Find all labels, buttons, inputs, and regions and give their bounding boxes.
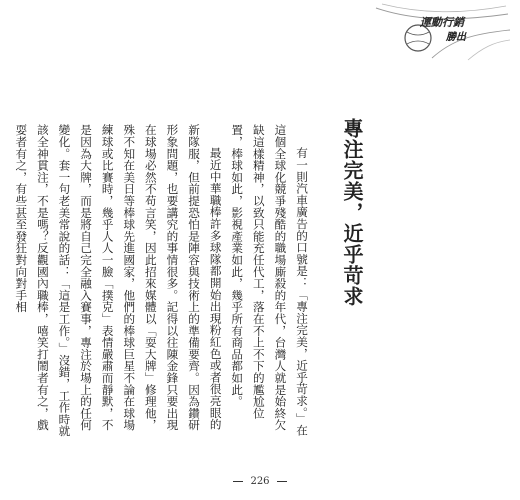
page-number: 226 <box>250 476 270 487</box>
page-footer <box>0 476 520 487</box>
paragraph: 最近中華職棒許多球隊都開始出現粉紅色或者很亮眼的新隊服，但前提恐怕是陣容與技術上的準備要齊。因為鑽研形象問題，也要講究的事情很多。記得以往陳金鋒只要出現在球場必然不苟言笑，因此招來媒體以「耍大牌」修理他，殊不知在美日等棒球先進國家，他們的棒球巨星不論在球場練球或比賽時，幾乎人人一臉「撲克」表情嚴肅而靜默，不是因為大牌，而是將自己完全融入賽事，專注於場上的任何變化。套一句老美常說的話：「這是工作。」沒錯，工作時就該全神貫注，不是嗎？反觀國內職棒，嘻笑打鬧者有之，戲耍者有之，有些甚至發狂對向對手相 <box>14 124 223 437</box>
body-text <box>10 124 312 439</box>
header-logo <box>372 0 512 62</box>
header-logo-subtext: 勝出 <box>446 32 466 43</box>
footer-rule-right <box>277 481 287 482</box>
paragraph: 有一則汽車廣告的口號是：「專注完美，近乎苛求。」在這個全球化競爭殘酷的職場廝殺的年代，台灣人就是始終欠缺這樣精神，以致只能充任代工，落在不上不下的尷尬位置，棒球如此，影視產業如此，幾乎所有商品都如此。 <box>230 124 309 437</box>
header-logo-text: 運動行銷 <box>420 16 464 29</box>
chapter-title: 專注完美，近乎苛求 <box>340 118 364 307</box>
footer-rule-left <box>233 481 243 482</box>
